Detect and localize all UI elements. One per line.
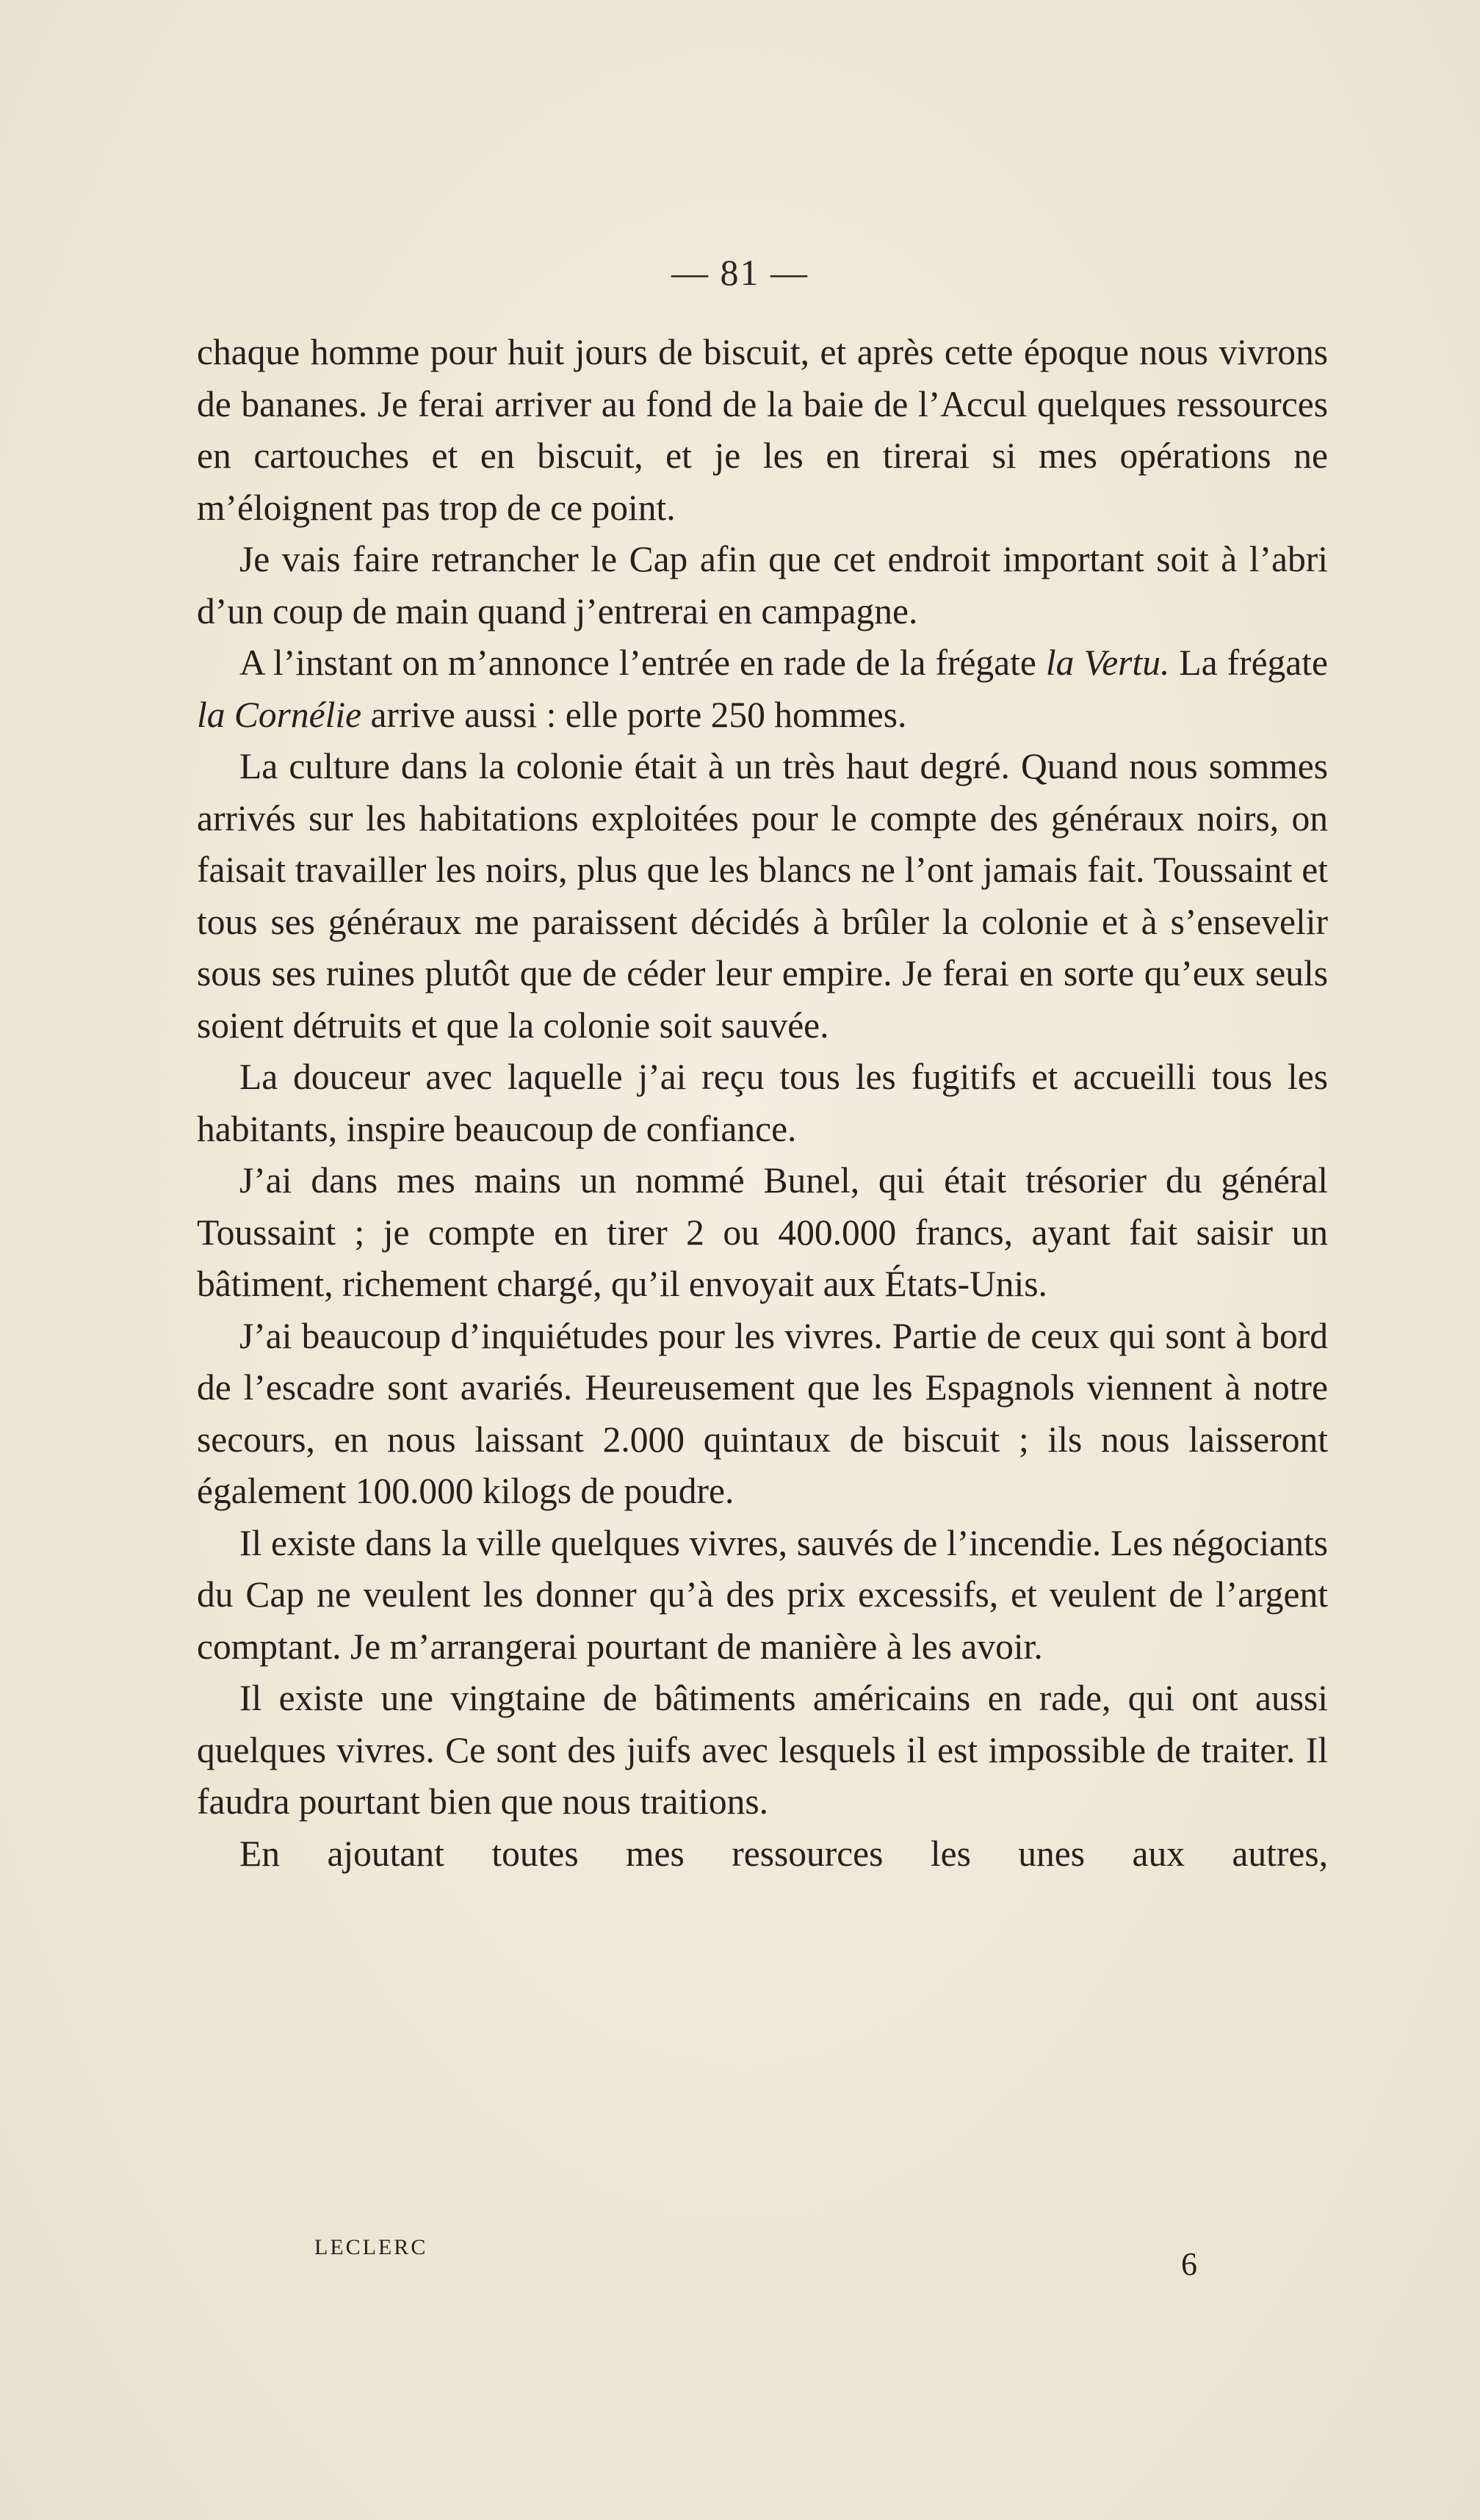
paragraph-1: chaque homme pour huit jours de biscuit, et après cette époque nous vivrons de bananes. Je ferai arriver au fond de la baie de l’Accul quelques ressources en cartouches et en biscuit, et je les en tirerai si mes opérations ne m’éloignent pas trop de ce point.: [197, 332, 1328, 528]
body-text: [197, 327, 1328, 1880]
paragraph-3-text-before: A l’instant on m’annonce l’entrée en rade de la frégate: [239, 642, 1046, 683]
paragraph-4: La culture dans la colonie était à un très haut degré. Quand nous sommes arrivés sur les habitations exploitées pour le compte des généraux noirs, on faisait travailler les noirs, plus que les blancs ne l’ont jamais fait. Toussaint et tous ses généraux me paraissent décidés à brûler la colonie et à s’ensevelir sous ses ruines plutôt que de céder leur empire. Je ferai en sorte qu’eux seuls soient détruits et que la colonie soit sauvée.: [197, 746, 1328, 1046]
paragraph-6: J’ai dans mes mains un nommé Bunel, qui était trésorier du général Toussaint ; je compte en tirer 2 ou 400.000 francs, ayant fait saisir un bâtiment, richement chargé, qu’il envoyait aux États-Unis.: [197, 1160, 1328, 1304]
paragraph-8: Il existe dans la ville quelques vivres, sauvés de l’incendie. Les négociants du Cap ne veulent les donner qu’à des prix excessifs, et veulent de l’argent comptant. Je m’arrangerai pourtant de manière à les avoir.: [197, 1522, 1328, 1667]
page-number: — 81 —: [671, 252, 809, 293]
paragraph-3-text-middle: La frégate: [1169, 642, 1328, 683]
paragraph-7: J’ai beaucoup d’inquiétudes pour les vivres. Partie de ceux qui sont à bord de l’escadre sont avariés. Heureusement que les Espagnols viennent à notre secours, en nous laissant 2.000 quintaux de biscuit ; ils nous laisseront également 100.000 kilogs de poudre.: [197, 1315, 1328, 1511]
ship-name-cornelie: la Cornélie: [197, 694, 362, 735]
paragraph-10: En ajoutant toutes mes ressources les unes aux autres,: [239, 1833, 1328, 1874]
paragraph-5: La douceur avec laquelle j’ai reçu tous les fugitifs et accueilli tous les habitants, inspire beaucoup de confiance.: [197, 1057, 1328, 1149]
ship-name-vertu: la Vertu.: [1045, 642, 1170, 683]
paragraph-3: [197, 637, 1328, 741]
signature-mark: LECLERC: [314, 2235, 428, 2259]
paragraph-3-text-after: arrive aussi : elle porte 250 hommes.: [361, 694, 907, 735]
paragraph-2: Je vais faire retrancher le Cap afin que cet endroit important soit à l’abri d’un coup de main quand j’entrerai en campagne.: [197, 539, 1328, 631]
sheet-number: 6: [1181, 2246, 1197, 2282]
paragraph-9: Il existe une vingtaine de bâtiments américains en rade, qui ont aussi quelques vivres. Ce sont des juifs avec lesquels il est impossible de traiter. Il faudra pourtant bien que nous traitions.: [197, 1678, 1328, 1822]
